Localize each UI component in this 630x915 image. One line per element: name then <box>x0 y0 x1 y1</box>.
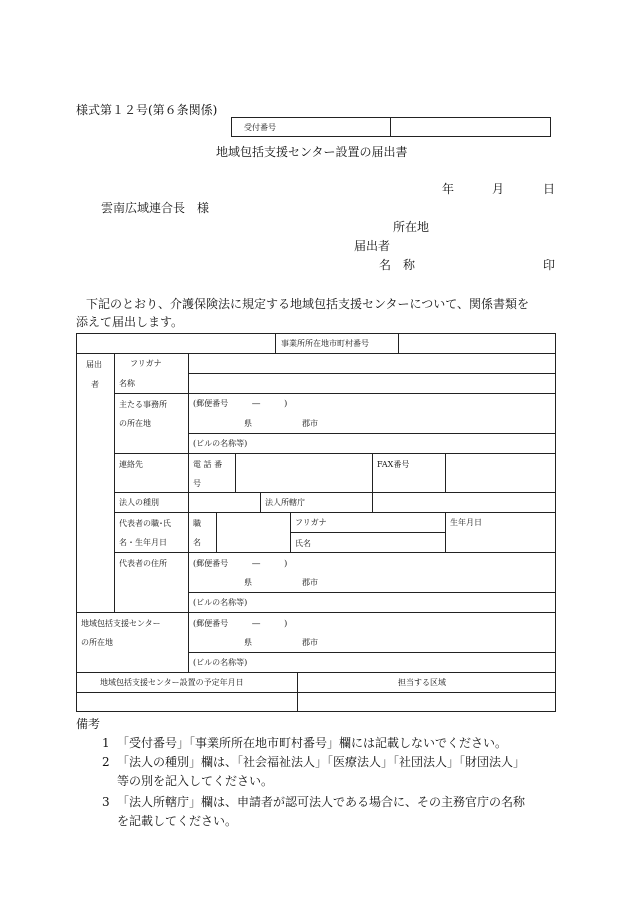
rep-address-label: 代表者の住所 <box>119 559 167 568</box>
corp-type-field[interactable] <box>189 493 259 511</box>
receipt-number-field[interactable] <box>391 118 550 136</box>
center-location-label-2: の所在地 <box>81 638 113 647</box>
col-line <box>188 353 189 672</box>
intro-line-2: 添えて届出します。 <box>76 315 184 329</box>
row-line <box>76 672 556 673</box>
planned-date-label: 地域包括支援センター設置の予定年月日 <box>100 678 244 687</box>
municipality-code-label: 事業所所在地市町村番号 <box>281 339 369 348</box>
center-building: (ビルの名称等) <box>193 658 248 667</box>
area-field[interactable] <box>298 693 555 711</box>
center-prefecture: 県 <box>244 638 252 647</box>
corp-authority-field[interactable] <box>373 493 555 511</box>
notes-heading: 備考 <box>76 717 101 731</box>
row-line <box>188 652 556 653</box>
rep-title-label-2: 名 <box>193 538 201 547</box>
main-office-postal: (郵便番号 ― ) <box>193 399 288 408</box>
col-line <box>445 512 446 552</box>
date-year-label: 年 <box>442 182 455 196</box>
rep-address-postal: (郵便番号 ― ) <box>193 559 288 568</box>
rep-title-label: 職 <box>193 519 201 528</box>
note-2-text: 「法人の種別」欄は、「社会福祉法人」「医療法人」「社団法人」「財団法人」 <box>117 755 526 769</box>
rep-furigana-label: フリガナ <box>295 518 327 527</box>
row-line <box>290 532 445 533</box>
col-line <box>260 492 261 512</box>
page-title: 地域包括支援センター設置の届出書 <box>216 145 408 159</box>
note-2-number: 2 <box>102 755 110 769</box>
municipality-code-field[interactable] <box>399 334 555 352</box>
address-label: 所在地 <box>393 220 430 234</box>
main-office-building: (ビルの名称等) <box>193 439 248 448</box>
fax-field[interactable] <box>446 454 555 491</box>
main-office-label-2: の所在地 <box>119 419 151 428</box>
row-line <box>76 612 556 613</box>
receipt-number-label: 受付番号 <box>244 123 276 132</box>
rep-address-prefecture: 県 <box>244 578 252 587</box>
name-row-label: 名称 <box>119 379 135 388</box>
date-day-label: 日 <box>543 182 556 196</box>
rep-address-building: (ビルの名称等) <box>193 598 248 607</box>
center-location-label: 地域包括支援センター <box>81 619 161 628</box>
furigana-field[interactable] <box>189 354 555 372</box>
row-line <box>188 433 556 434</box>
date-month-label: 月 <box>492 182 505 196</box>
contact-label: 連絡先 <box>119 460 143 469</box>
col-line <box>114 353 115 612</box>
note-3-text-2: を記載してください。 <box>117 814 238 828</box>
note-1-text: 「受付番号」「事業所所在地市町村番号」欄には記載しないでください。 <box>117 736 508 750</box>
row-line <box>114 552 556 553</box>
col-line <box>275 333 276 353</box>
representative-label: 代表者の職･氏 <box>119 519 171 528</box>
corp-authority-label: 法人所轄庁 <box>265 498 305 507</box>
center-city: 郡市 <box>302 638 318 647</box>
form-number: 様式第１２号(第６条関係) <box>76 103 218 117</box>
phone-label-2: 号 <box>193 479 201 488</box>
note-1-number: 1 <box>102 736 110 750</box>
center-postal: (郵便番号 ― ) <box>193 619 288 628</box>
main-office-city: 郡市 <box>302 419 318 428</box>
note-3-text: 「法人所轄庁」欄は、申請者が認可法人である場合に、その主務官庁の名称 <box>117 795 526 809</box>
col-line <box>372 453 373 492</box>
name-label: 名 称 <box>379 258 416 272</box>
seal-mark: 印 <box>543 258 556 272</box>
submitter-vertical-label: 届出 <box>86 360 102 369</box>
col-line <box>290 512 291 552</box>
note-3-number: 3 <box>102 795 110 809</box>
rep-address-city: 郡市 <box>302 578 318 587</box>
planned-date-field[interactable] <box>77 693 296 711</box>
row-line <box>188 592 556 593</box>
submitter-label: 届出者 <box>354 239 391 253</box>
furigana-label: フリガナ <box>130 359 162 368</box>
row-line <box>114 393 556 394</box>
fax-label: FAX番号 <box>377 460 410 469</box>
intro-line-1: 下記のとおり、介護保険法に規定する地域包括支援センターについて、関係書類を <box>86 297 530 311</box>
phone-field[interactable] <box>236 454 371 491</box>
main-office-label: 主たる事務所 <box>119 400 167 409</box>
submitter-vertical-label-2: 者 <box>91 380 99 389</box>
representative-label-2: 名・生年月日 <box>119 538 167 547</box>
note-2-text-2: 等の別を記入してください。 <box>117 774 274 788</box>
row-line <box>114 512 556 513</box>
birthdate-label: 生年月日 <box>450 518 482 527</box>
name-field[interactable] <box>189 374 555 392</box>
main-office-prefecture: 県 <box>244 419 252 428</box>
area-label: 担当する区域 <box>398 678 446 687</box>
rep-name-label: 氏名 <box>295 539 311 548</box>
addressee: 雲南広域連合長 様 <box>101 201 210 215</box>
corp-type-label: 法人の種別 <box>119 498 159 507</box>
rep-title-field[interactable] <box>217 513 289 551</box>
phone-label: 電 話 番 <box>193 460 223 469</box>
